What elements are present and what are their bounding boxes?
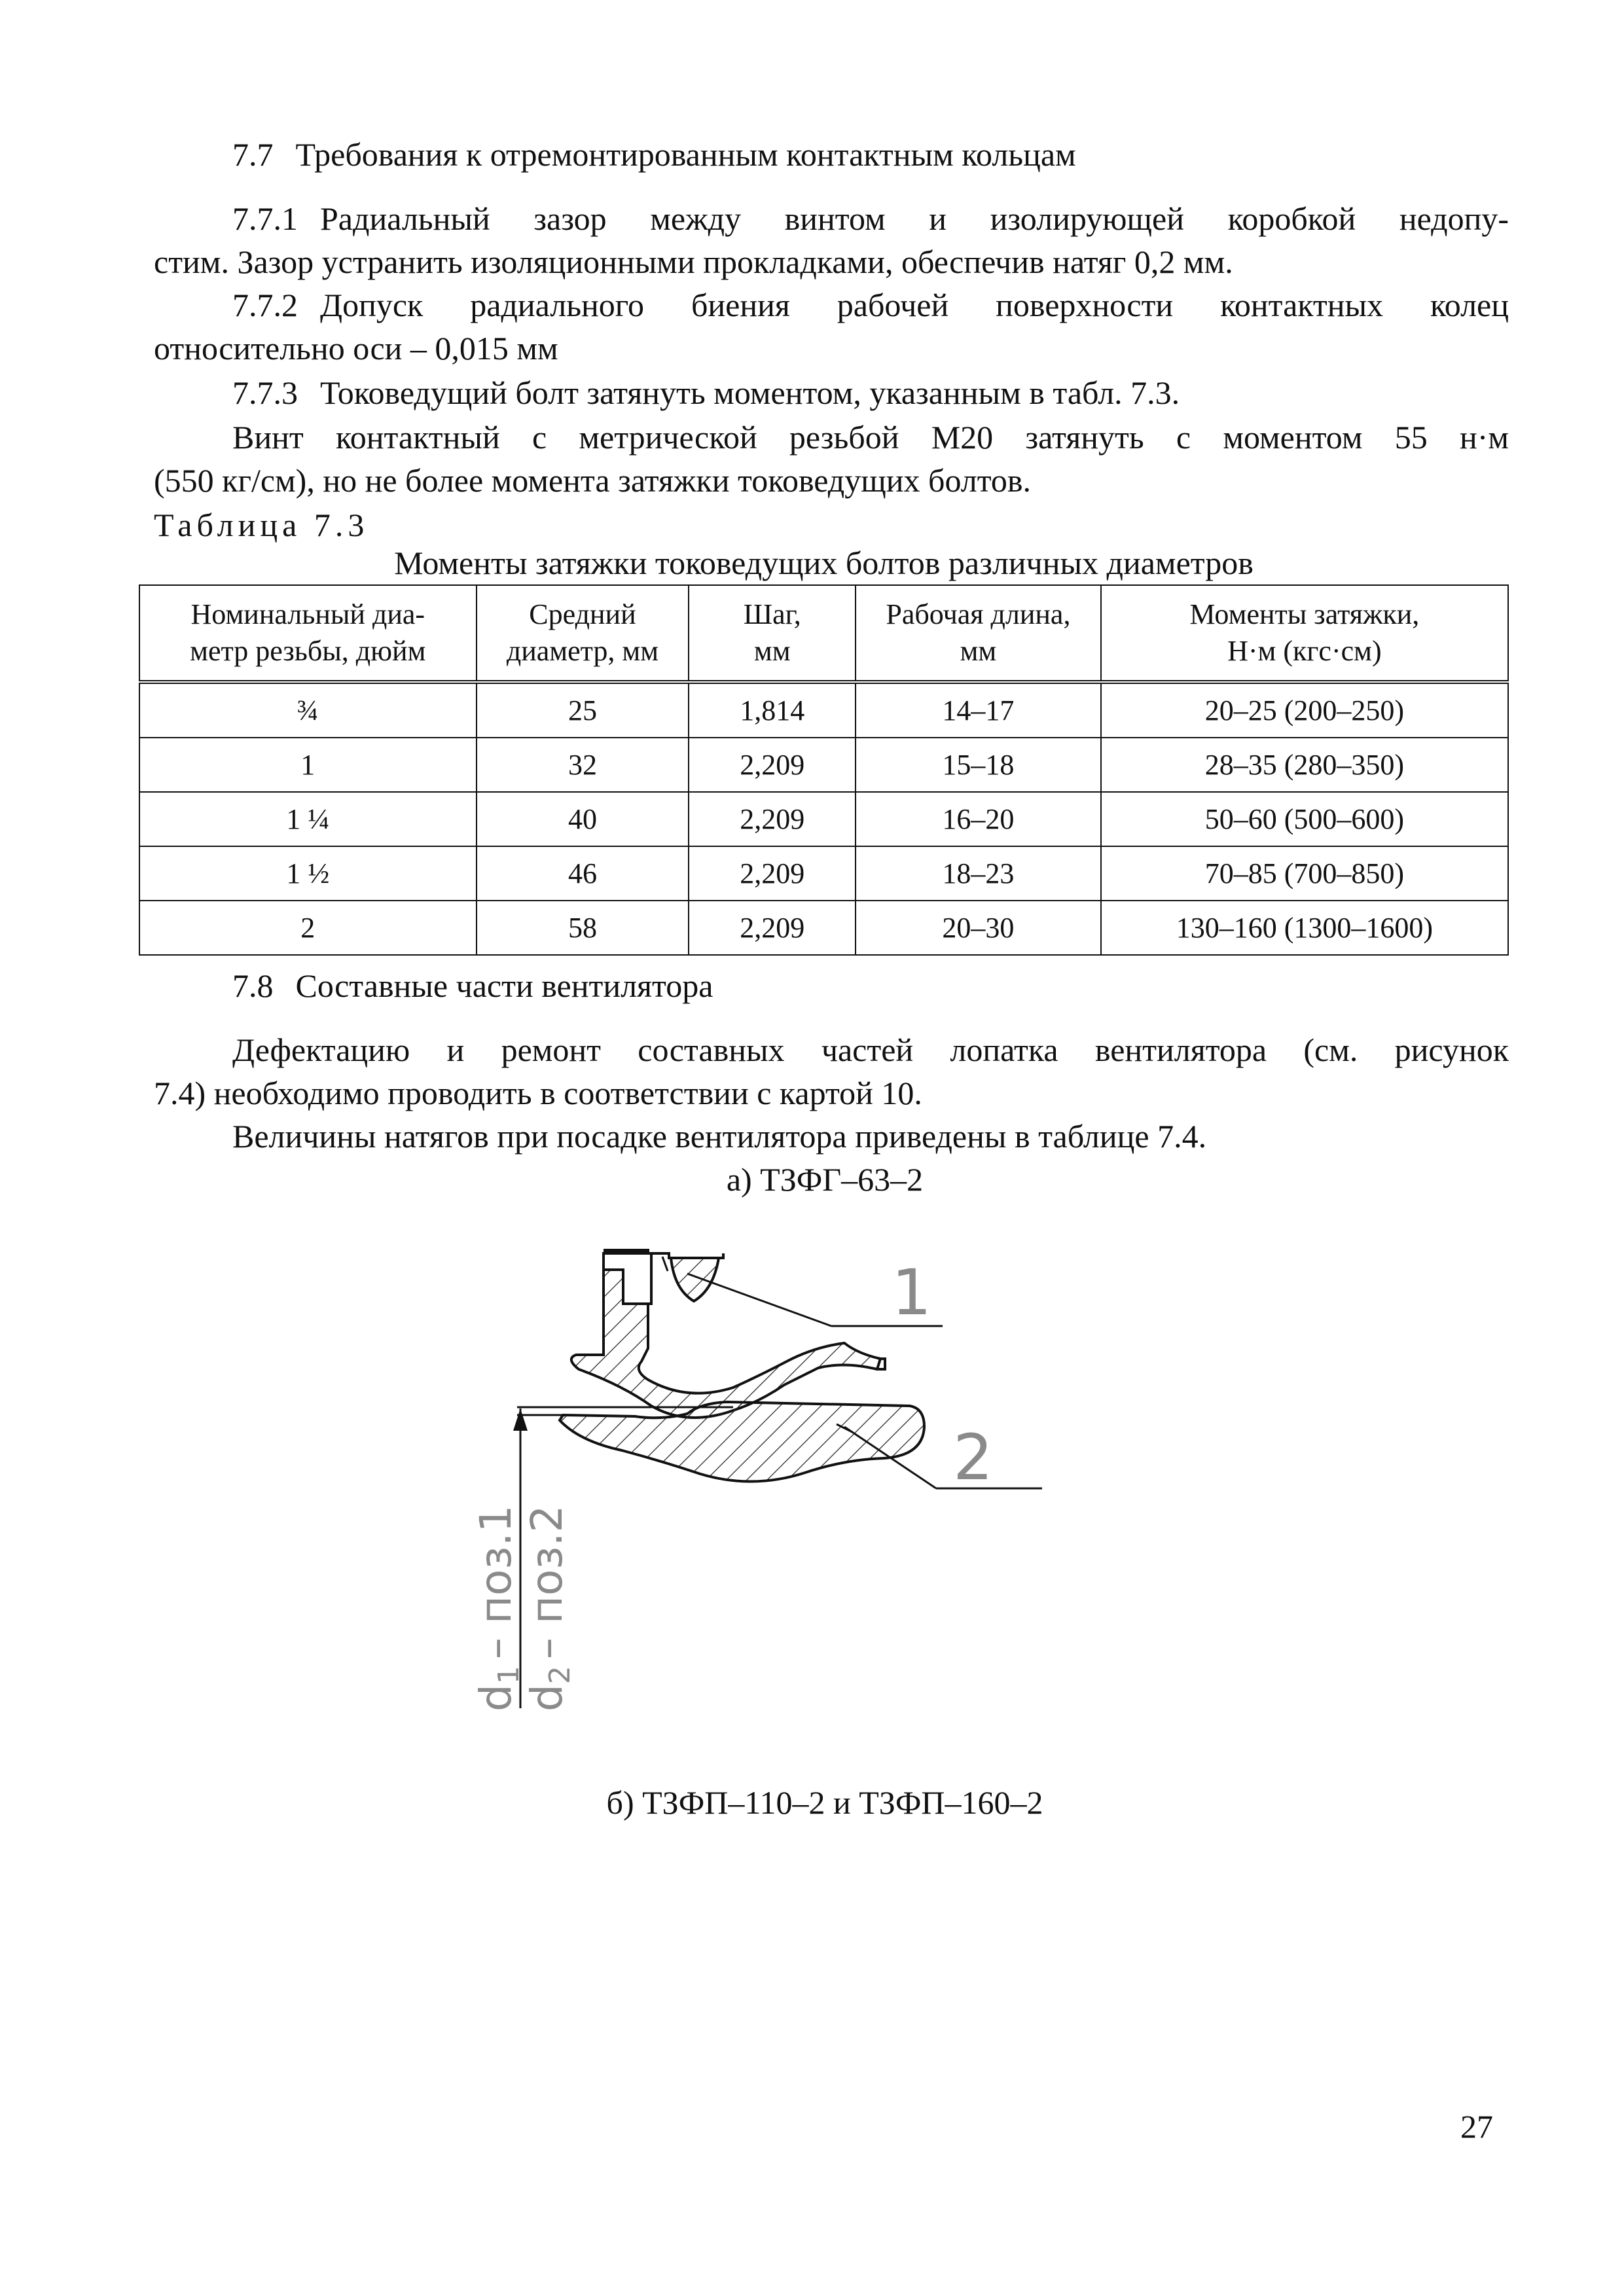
table-cell: 2,209 bbox=[689, 901, 856, 955]
para-vint-line1: Винт контактный с метрической резьбой М20 затянуть с моментом 55 н·м bbox=[232, 419, 1509, 456]
table-cell: 130–160 (1300–1600) bbox=[1101, 901, 1508, 955]
table-cell: 1,814 bbox=[689, 682, 856, 738]
table-cell: 46 bbox=[477, 846, 689, 901]
table-cell: 2,209 bbox=[689, 792, 856, 846]
para-7-7-2-line1: 7.7.2 Допуск радиального биения рабочей поверхности контактных колец bbox=[232, 287, 1509, 323]
callout-1: 1 bbox=[892, 1256, 932, 1329]
para-7-7-2-line2: относительно оси – 0,015 мм bbox=[154, 330, 558, 367]
svg-text:d2– поз.2: d2– поз.2 bbox=[522, 1505, 577, 1712]
header-working-length: Рабочая длина, мм bbox=[856, 585, 1101, 682]
torque-table bbox=[139, 584, 1509, 956]
table-cell: 50–60 (500–600) bbox=[1101, 792, 1508, 846]
callout-2: 2 bbox=[953, 1421, 994, 1494]
para-7-8-fits: Величины натягов при посадке вентилятора приведены в таблице 7.4. bbox=[232, 1118, 1207, 1155]
table-cell: 14–17 bbox=[856, 682, 1101, 738]
dim-label-2 bbox=[522, 1505, 577, 1712]
table-cell: 2,209 bbox=[689, 738, 856, 792]
header-nominal-diameter: Номинальный диа- метр резьбы, дюйм bbox=[139, 585, 477, 682]
para-7-8-line1: Дефектацию и ремонт составных частей лопатка вентилятора (см. рисунок bbox=[232, 1031, 1509, 1068]
table-title: Моменты затяжки токоведущих болтов различных диаметров bbox=[394, 545, 1254, 581]
table-cell: 28–35 (280–350) bbox=[1101, 738, 1508, 792]
table-cell: 18–23 bbox=[856, 846, 1101, 901]
table-cell: 1 ½ bbox=[139, 846, 477, 901]
table-row bbox=[139, 738, 1508, 792]
header-torque: Моменты затяжки, Н·м (кгс·см) bbox=[1101, 585, 1508, 682]
para-vint-line2: (550 кг/см), но не более момента затяжки токоведущих болтов. bbox=[154, 462, 1032, 499]
table-cell: 1 bbox=[139, 738, 477, 792]
table-cell: 1 ¼ bbox=[139, 792, 477, 846]
figure-caption-a: а) ТЗФГ–63–2 bbox=[726, 1161, 924, 1198]
header-pitch: Шаг, мм bbox=[689, 585, 856, 682]
table-cell: 20–30 bbox=[856, 901, 1101, 955]
dim-label-1 bbox=[471, 1505, 526, 1712]
table-cell: 25 bbox=[477, 682, 689, 738]
leader-line-1 bbox=[687, 1274, 831, 1326]
table-cell: 15–18 bbox=[856, 738, 1101, 792]
table-row bbox=[139, 901, 1508, 955]
section-7-7-heading: 7.7 Требования к отремонтированным контактным кольцам bbox=[232, 136, 1076, 173]
part-2-shape bbox=[560, 1402, 924, 1482]
fan-fit-drawing bbox=[425, 1230, 1080, 1728]
para-7-8-line2: 7.4) необходимо проводить в соответствии с картой 10. bbox=[154, 1075, 922, 1111]
table-cell: 16–20 bbox=[856, 792, 1101, 846]
table-header-row bbox=[139, 585, 1508, 682]
table-label: Таблица 7.3 bbox=[154, 507, 369, 543]
table-cell: 40 bbox=[477, 792, 689, 846]
table-row bbox=[139, 682, 1508, 738]
page-number: 27 bbox=[1460, 2108, 1493, 2145]
section-7-8-heading: 7.8 Составные части вентилятора bbox=[232, 967, 713, 1004]
para-7-7-3: 7.7.3 Токоведущий болт затянуть моментом, указанным в табл. 7.3. bbox=[232, 374, 1180, 411]
table-cell: ¾ bbox=[139, 682, 477, 738]
table-cell: 58 bbox=[477, 901, 689, 955]
table-cell: 2 bbox=[139, 901, 477, 955]
svg-text:d1– поз.1: d1– поз.1 bbox=[471, 1505, 526, 1712]
header-mean-diameter: Средний диаметр, мм bbox=[477, 585, 689, 682]
figure-caption-b: б) ТЗФП–110–2 и ТЗФП–160–2 bbox=[606, 1784, 1043, 1821]
table-row bbox=[139, 792, 1508, 846]
table-cell: 70–85 (700–850) bbox=[1101, 846, 1508, 901]
table-cell: 32 bbox=[477, 738, 689, 792]
part-1-shape bbox=[571, 1249, 885, 1418]
table-cell: 2,209 bbox=[689, 846, 856, 901]
table-row bbox=[139, 846, 1508, 901]
para-7-7-1-line1: 7.7.1 Радиальный зазор между винтом и изолирующей коробкой недопу- bbox=[232, 200, 1509, 237]
para-7-7-1-line2: стим. Зазор устранить изоляционными прокладками, обеспечив натяг 0,2 мм. bbox=[154, 243, 1233, 280]
table-cell: 20–25 (200–250) bbox=[1101, 682, 1508, 738]
